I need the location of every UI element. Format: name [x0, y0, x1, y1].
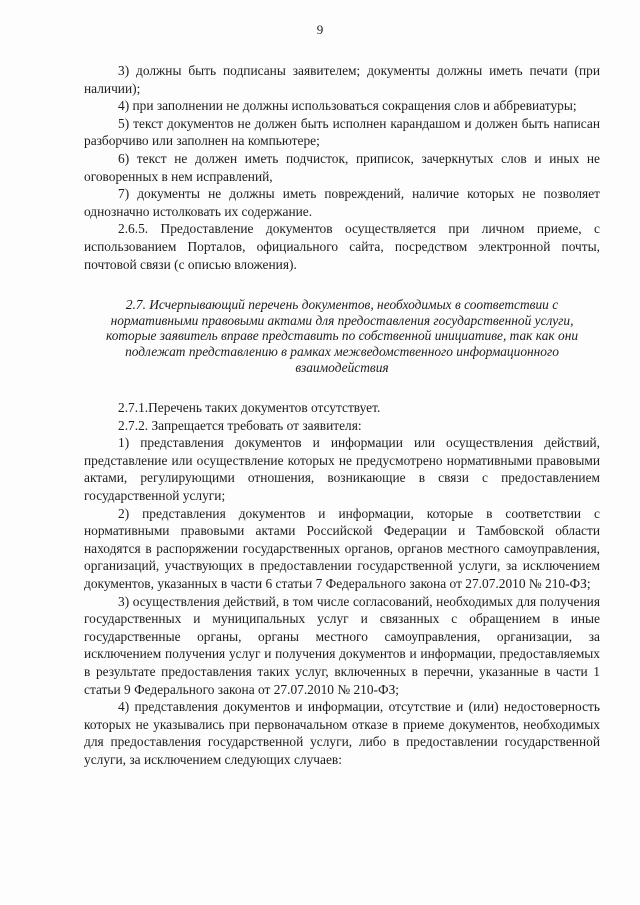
paragraph: 7) документы не должны иметь повреждений, наличие которых не позволяет однозначно истолковать их содержание.	[84, 186, 600, 219]
paragraph: 3) осуществления действий, в том числе согласований, необходимых для получения государственных и муниципальных услуг и связанных с обращением в иные государственные органы, органы местного самоуправления, организации, за исключением получения услуг и получения документов и информации, предоставляемых в результате предоставления таких услуг, включенных в перечни, указанные в части 1 статьи 9 Федерального закона от 27.07.2010 № 210-ФЗ;	[84, 593, 600, 697]
paragraph: 1) представления документов и информации или осуществления действий, представление или осуществление которых не предусмотрено нормативными правовыми актами, регулирующими отношения, возникающие в связи с предоставлением государственной услуги;	[84, 435, 600, 504]
paragraph: 2.7.2. Запрещается требовать от заявителя:	[118, 417, 362, 433]
paragraph: 2.6.5. Предоставление документов осуществляется при личном приеме, с использованием Порталов, официального сайта, посредством электронной почты, почтовой связи (с описью вложения).	[84, 221, 600, 272]
section-heading: 2.7. Исчерпывающий перечень документов, необходимых в соответствии с нормативными правовыми актами для предоставления государственной услуги, которые заявитель вправе представить по собственной инициативе, так как они подлежат представлению в рамках межведомственного информационного взаимодействия	[105, 297, 579, 375]
paragraph: 6) текст не должен иметь подчисток, приписок, зачеркнутых слов и иных не оговоренных в нем исправлений,	[84, 150, 600, 184]
paragraph: 4) при заполнении не должны использоваться сокращения слов и аббревиатуры;	[118, 98, 577, 114]
document-body	[84, 62, 600, 769]
paragraph: 2) представления документов и информации, которые в соответствии с нормативными правовыми актами Российской Федерации и Тамбовской области находятся в распоряжении государственных органов, органов местного самоуправления, организаций, участвующих в предоставлении государственной услуги, за исключением документов, указанных в части 6 статьи 7 Федерального закона от 27.07.2010 № 210-ФЗ;	[84, 505, 600, 592]
paragraph: 3) должны быть подписаны заявителем; документы должны иметь печати (при наличии);	[84, 63, 600, 96]
paragraph: 4) представления документов и информации, отсутствие и (или) недостоверность которых не указывались при первоначальном отказе в приеме документов, необходимых для предоставления государственной услуги, либо в предоставлении государственной услуги, за исключением следующих случаев:	[84, 699, 600, 767]
page-number: 9	[316, 22, 324, 37]
paragraph: 2.7.1.Перечень таких документов отсутствует.	[118, 400, 381, 416]
paragraph: 5) текст документов не должен быть исполнен карандашом и должен быть написан разборчиво или заполнен на компьютере;	[84, 115, 600, 149]
